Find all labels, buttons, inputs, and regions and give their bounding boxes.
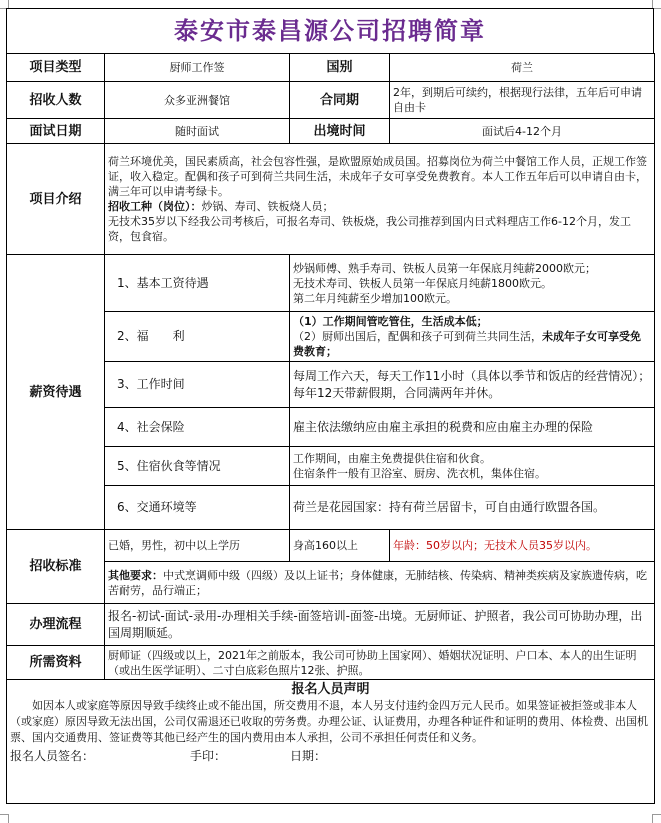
salary-line: 炒锅师傅、熟手寿司、铁板人员第一年保底月纯薪2000欧元； <box>293 261 596 275</box>
row-intro <box>7 144 655 255</box>
sign-label: 报名人员签名： <box>10 749 95 763</box>
value-country: 荷兰 <box>390 54 655 82</box>
standard-age: 年龄：50岁以内；无技术人员35岁以内。 <box>390 530 655 562</box>
row-standard-1 <box>7 530 655 562</box>
label-salary: 薪资待遇 <box>7 255 105 530</box>
value-process: 报名-初试-面试-录用-办理相关手续-面签培训-面签-出境。无厨师证、护照者，我公司可协助办理，出国周期顺延。 <box>105 604 655 646</box>
row-salary-1 <box>7 255 655 312</box>
welfare-line-bold: 未成年子女可享受免费教育； <box>293 330 641 358</box>
label-count: 招收人数 <box>7 82 105 119</box>
value-docs: 厨师证（四级或以上，2021年之前版本，我公司可协助上国家网）、婚姻状况证明、户口本、本人的出生证明（或出生医学证明）、二寸白底彩色照片12张、护照。 <box>105 646 655 680</box>
date-label: 日期： <box>290 749 327 763</box>
housing-detail <box>290 447 655 486</box>
row-standard-2 <box>7 562 655 604</box>
value-intro <box>105 144 655 255</box>
salary-item-detail <box>290 255 655 312</box>
label-country: 国别 <box>290 54 390 82</box>
standard-basic: 已婚，男性，初中以上学历 <box>105 530 290 562</box>
welfare-line: （2）厨师出国后，配偶和孩子可到荷兰共同生活， <box>293 330 542 343</box>
label-date: 面试日期 <box>7 119 105 144</box>
standard-other-text: 中式烹调师中级（四级）及以上证书；身体健康，无肺结核、传染病、精神类疾病及家族遗传病，吃苦耐劳，品行端正； <box>108 568 647 597</box>
housing-name: 5、住宿伙食等情况 <box>105 447 290 486</box>
row-salary-3 <box>7 362 655 408</box>
row-salary-4 <box>7 408 655 447</box>
row-salary-6 <box>7 486 655 530</box>
page-title: 泰安市泰昌源公司招聘简章 <box>6 8 654 53</box>
label-type: 项目类型 <box>7 54 105 82</box>
seal-label: 手印： <box>190 749 227 763</box>
welfare-detail <box>290 312 655 362</box>
traffic-detail: 荷兰是花园国家：持有荷兰居留卡，可自由通行欧盟各国。 <box>290 486 655 530</box>
label-contract: 合同期 <box>290 82 390 119</box>
value-depart: 面试后4-12个月 <box>390 119 655 144</box>
housing-line: 工作期间，由雇主免费提供住宿和伙食。 <box>293 452 491 465</box>
welfare-line: （1）工作期间管吃管住，生活成本低； <box>293 315 488 328</box>
value-contract: 2年，到期后可续约，根据现行法律，五年后可申请自由卡 <box>390 82 655 119</box>
row-type <box>7 54 655 82</box>
insurance-name: 4、社会保险 <box>105 408 290 447</box>
standard-other-label: 其他要求： <box>108 568 163 582</box>
salary-line: 无技术寿司、铁板人员第一年保底月纯薪1800欧元。 <box>293 276 552 290</box>
standard-height: 身高160以上 <box>290 530 390 562</box>
info-table <box>6 53 655 804</box>
label-standard: 招收标准 <box>7 530 105 604</box>
row-salary-5 <box>7 447 655 486</box>
value-date: 随时面试 <box>105 119 290 144</box>
traffic-name: 6、交通环境等 <box>105 486 290 530</box>
corner-mark <box>652 814 661 823</box>
label-intro: 项目介绍 <box>7 144 105 255</box>
salary-item-name: 1、基本工资待遇 <box>105 255 290 312</box>
signature-line <box>10 749 651 764</box>
recruitment-sheet <box>6 8 654 804</box>
row-docs <box>7 646 655 680</box>
salary-line: 第二年月纯薪至少增加100欧元。 <box>293 291 457 305</box>
value-count: 众多亚洲餐馆 <box>105 82 290 119</box>
row-process <box>7 604 655 646</box>
row-count <box>7 82 655 119</box>
label-depart: 出境时间 <box>290 119 390 144</box>
label-process: 办理流程 <box>7 604 105 646</box>
standard-other <box>105 562 655 604</box>
row-declaration <box>7 680 655 804</box>
row-date <box>7 119 655 144</box>
row-salary-2 <box>7 312 655 362</box>
housing-line: 住宿条件一般有卫浴室、厨房、洗衣机，集体住宿。 <box>293 467 546 480</box>
corner-mark <box>0 814 9 823</box>
value-type: 厨师工作签 <box>105 54 290 82</box>
label-docs: 所需资料 <box>7 646 105 680</box>
declaration-text: 如因本人或家庭等原因导致手续终止或不能出国，所交费用不退，本人另支付违约金四万元人民币。如果签证被拒签或非本人（或家庭）原因导致无法出国，公司仅需退还已收取的劳务费。办理公证、认证费用，办理各种证件和证明的费用、体检费、出国机票、国内交通费用、签证费等其他已经产生的国内费用由本人承担，公司不承担任何责任和义务。 <box>10 699 648 744</box>
intro-paragraph: 荷兰环境优美，国民素质高，社会包容性强，是欧盟原始成员国。招募岗位为荷兰中餐馆工作人员，正规工作签证，收入稳定。配偶和孩子可到荷兰共同生活，未成年子女可享受免费教育。本人工作五年后可以申请自由卡，满三年可以申请考绿卡。 <box>108 155 647 198</box>
worktime-detail: 每周工作六天，每天工作11小时（具体以季节和饭店的经营情况）；每年12天带薪假期，合同满两年并休。 <box>290 362 655 408</box>
worktime-name: 3、工作时间 <box>105 362 290 408</box>
welfare-name: 2、福 利 <box>105 312 290 362</box>
intro-jobs: 炒锅、寿司、铁板烧人员； <box>201 200 334 213</box>
intro-training: 无技术35岁以下经我公司考核后，可报名寿司、铁板烧，我公司推荐到国内日式料理店工作6-12个月，发工资，包食宿。 <box>108 215 631 243</box>
intro-jobs-label: 招收工种（岗位）： <box>108 200 202 213</box>
declaration-title: 报名人员声明 <box>291 682 370 697</box>
declaration <box>7 680 655 804</box>
insurance-detail: 雇主依法缴纳应由雇主承担的税费和应由雇主办理的保险 <box>290 408 655 447</box>
